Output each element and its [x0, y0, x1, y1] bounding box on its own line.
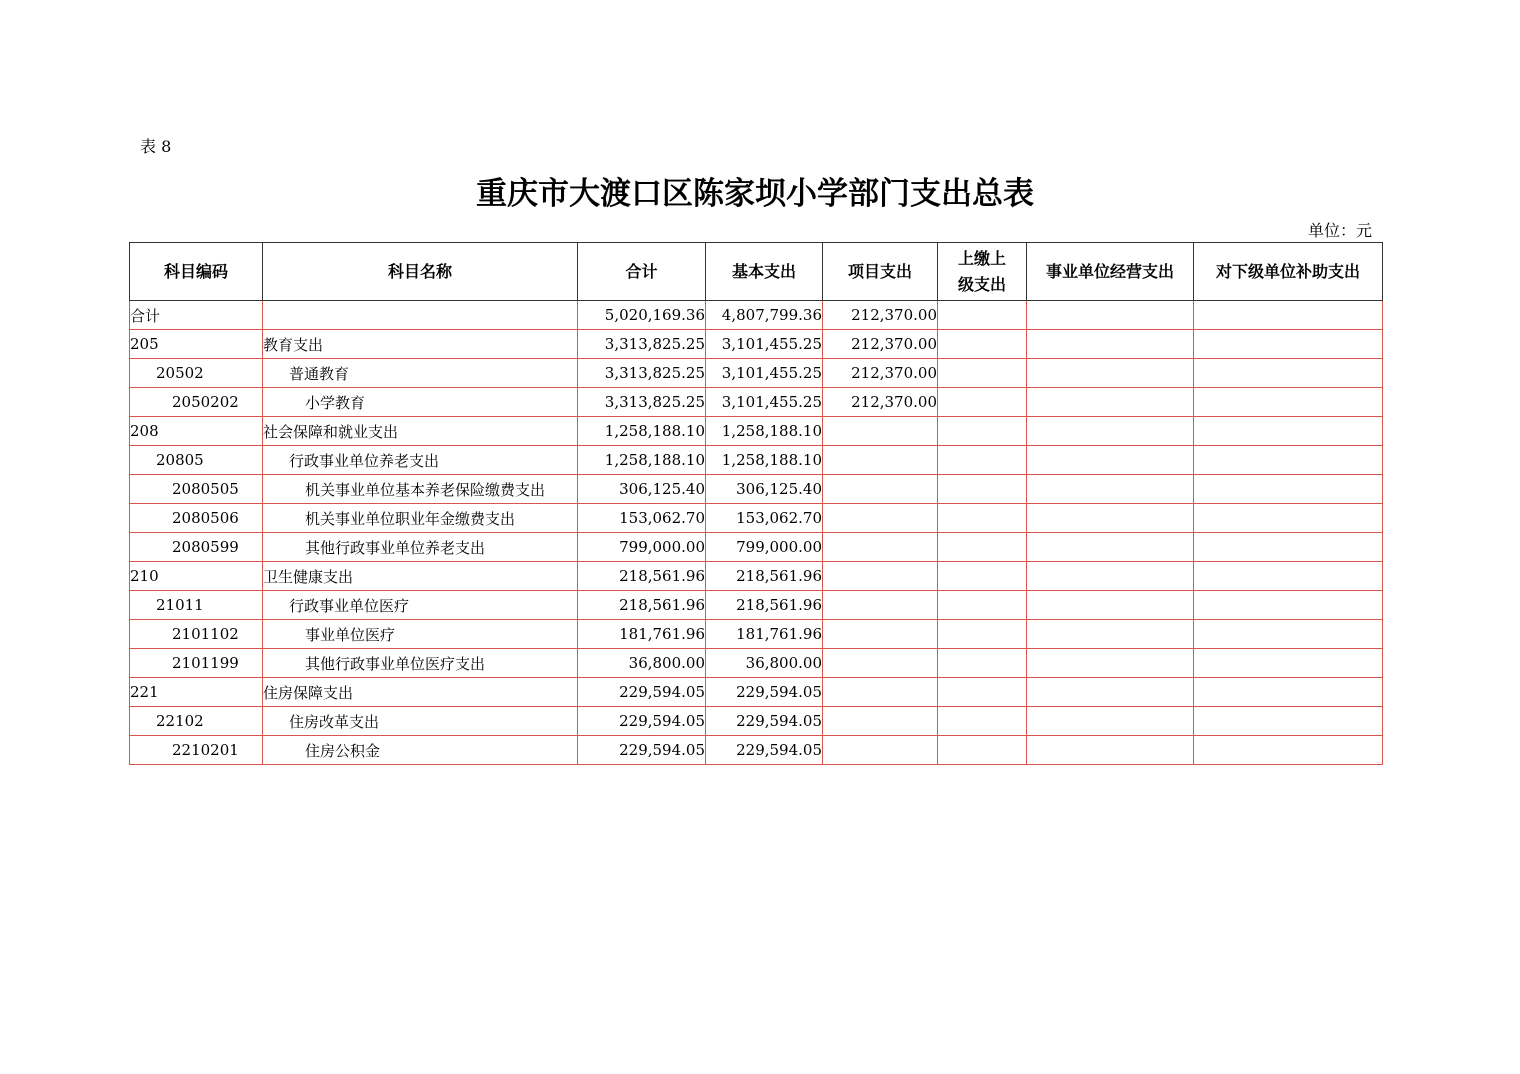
table-row: [130, 678, 1383, 707]
table-row: [130, 359, 1383, 388]
cell-upper: [938, 446, 1027, 475]
table-row: [130, 533, 1383, 562]
cell-total: 1,258,188.10: [578, 417, 706, 446]
cell-total: 153,062.70: [578, 504, 706, 533]
cell-total: 3,313,825.25: [578, 388, 706, 417]
cell-total: 36,800.00: [578, 649, 706, 678]
table-row: [130, 475, 1383, 504]
cell-code: 2080506: [130, 504, 263, 533]
cell-name: 其他行政事业单位养老支出: [263, 533, 578, 562]
cell-business: [1027, 417, 1194, 446]
cell-upper: [938, 649, 1027, 678]
expenditure-table: [129, 242, 1383, 765]
cell-business: [1027, 330, 1194, 359]
table-row: [130, 388, 1383, 417]
cell-project: 212,370.00: [823, 330, 938, 359]
cell-total: 3,313,825.25: [578, 359, 706, 388]
cell-name: [263, 301, 578, 330]
cell-code: 20502: [130, 359, 263, 388]
table-row: [130, 707, 1383, 736]
cell-code: 2050202: [130, 388, 263, 417]
table-row: [130, 330, 1383, 359]
cell-subsidy: [1194, 649, 1383, 678]
table-row: [130, 591, 1383, 620]
cell-code: 221: [130, 678, 263, 707]
header-subsidy: 对下级单位补助支出: [1194, 243, 1383, 301]
cell-upper: [938, 707, 1027, 736]
cell-upper: [938, 417, 1027, 446]
page-title: 重庆市大渡口区陈家坝小学部门支出总表: [476, 176, 1034, 212]
header-basic: 基本支出: [706, 243, 823, 301]
cell-upper: [938, 359, 1027, 388]
cell-total: 799,000.00: [578, 533, 706, 562]
cell-upper: [938, 678, 1027, 707]
cell-subsidy: [1194, 330, 1383, 359]
cell-basic: 1,258,188.10: [706, 446, 823, 475]
cell-business: [1027, 504, 1194, 533]
cell-project: [823, 562, 938, 591]
cell-upper: [938, 620, 1027, 649]
cell-name: 普通教育: [263, 359, 578, 388]
cell-total: 181,761.96: [578, 620, 706, 649]
header-upper: 上缴上级支出: [938, 243, 1027, 301]
cell-code: 2080599: [130, 533, 263, 562]
cell-project: 212,370.00: [823, 301, 938, 330]
cell-code: 208: [130, 417, 263, 446]
cell-business: [1027, 533, 1194, 562]
cell-name: 教育支出: [263, 330, 578, 359]
cell-name: 事业单位医疗: [263, 620, 578, 649]
cell-business: [1027, 446, 1194, 475]
cell-total: 3,313,825.25: [578, 330, 706, 359]
cell-subsidy: [1194, 562, 1383, 591]
cell-upper: [938, 736, 1027, 765]
table-body: [130, 301, 1383, 765]
cell-project: [823, 475, 938, 504]
cell-code: 合计: [130, 301, 263, 330]
cell-project: [823, 446, 938, 475]
cell-code: 2210201: [130, 736, 263, 765]
cell-subsidy: [1194, 504, 1383, 533]
cell-name: 住房保障支出: [263, 678, 578, 707]
cell-business: [1027, 475, 1194, 504]
cell-subsidy: [1194, 301, 1383, 330]
cell-basic: 229,594.05: [706, 678, 823, 707]
cell-project: [823, 620, 938, 649]
cell-subsidy: [1194, 533, 1383, 562]
cell-business: [1027, 562, 1194, 591]
cell-project: [823, 417, 938, 446]
table-row: [130, 504, 1383, 533]
cell-basic: 229,594.05: [706, 707, 823, 736]
cell-total: 306,125.40: [578, 475, 706, 504]
header-row: [130, 243, 1383, 301]
cell-business: [1027, 388, 1194, 417]
cell-basic: 218,561.96: [706, 562, 823, 591]
cell-basic: 218,561.96: [706, 591, 823, 620]
cell-upper: [938, 504, 1027, 533]
cell-project: 212,370.00: [823, 359, 938, 388]
cell-basic: 181,761.96: [706, 620, 823, 649]
cell-total: 218,561.96: [578, 591, 706, 620]
cell-code: 22102: [130, 707, 263, 736]
cell-business: [1027, 359, 1194, 388]
cell-business: [1027, 736, 1194, 765]
cell-name: 卫生健康支出: [263, 562, 578, 591]
cell-upper: [938, 533, 1027, 562]
cell-upper: [938, 330, 1027, 359]
cell-subsidy: [1194, 736, 1383, 765]
cell-subsidy: [1194, 707, 1383, 736]
cell-subsidy: [1194, 446, 1383, 475]
cell-project: [823, 678, 938, 707]
cell-subsidy: [1194, 475, 1383, 504]
table-row: [130, 446, 1383, 475]
cell-subsidy: [1194, 591, 1383, 620]
cell-upper: [938, 301, 1027, 330]
cell-name: 行政事业单位医疗: [263, 591, 578, 620]
unit-label: 单位：元: [1307, 221, 1372, 240]
cell-code: 2101102: [130, 620, 263, 649]
cell-code: 21011: [130, 591, 263, 620]
cell-project: [823, 649, 938, 678]
cell-subsidy: [1194, 678, 1383, 707]
cell-basic: 3,101,455.25: [706, 330, 823, 359]
cell-code: 2080505: [130, 475, 263, 504]
cell-project: [823, 533, 938, 562]
cell-project: 212,370.00: [823, 388, 938, 417]
cell-total: 1,258,188.10: [578, 446, 706, 475]
cell-upper: [938, 475, 1027, 504]
cell-name: 住房公积金: [263, 736, 578, 765]
cell-subsidy: [1194, 388, 1383, 417]
cell-basic: 1,258,188.10: [706, 417, 823, 446]
cell-code: 205: [130, 330, 263, 359]
cell-basic: 4,807,799.36: [706, 301, 823, 330]
cell-code: 20805: [130, 446, 263, 475]
cell-project: [823, 591, 938, 620]
header-business: 事业单位经营支出: [1027, 243, 1194, 301]
cell-business: [1027, 678, 1194, 707]
cell-upper: [938, 562, 1027, 591]
cell-business: [1027, 620, 1194, 649]
cell-business: [1027, 301, 1194, 330]
cell-code: 210: [130, 562, 263, 591]
cell-project: [823, 504, 938, 533]
header-code: 科目编码: [130, 243, 263, 301]
cell-total: 218,561.96: [578, 562, 706, 591]
cell-basic: 799,000.00: [706, 533, 823, 562]
cell-name: 机关事业单位职业年金缴费支出: [263, 504, 578, 533]
cell-code: 2101199: [130, 649, 263, 678]
table-row: [130, 649, 1383, 678]
cell-basic: 3,101,455.25: [706, 388, 823, 417]
cell-basic: 229,594.05: [706, 736, 823, 765]
cell-business: [1027, 649, 1194, 678]
table-row: [130, 301, 1383, 330]
cell-total: 229,594.05: [578, 707, 706, 736]
cell-basic: 36,800.00: [706, 649, 823, 678]
cell-name: 社会保障和就业支出: [263, 417, 578, 446]
header-total: 合计: [578, 243, 706, 301]
cell-name: 机关事业单位基本养老保险缴费支出: [263, 475, 578, 504]
cell-project: [823, 707, 938, 736]
cell-name: 小学教育: [263, 388, 578, 417]
cell-subsidy: [1194, 620, 1383, 649]
cell-business: [1027, 707, 1194, 736]
cell-total: 229,594.05: [578, 678, 706, 707]
cell-total: 5,020,169.36: [578, 301, 706, 330]
cell-basic: 153,062.70: [706, 504, 823, 533]
table-row: [130, 417, 1383, 446]
cell-basic: 3,101,455.25: [706, 359, 823, 388]
cell-name: 住房改革支出: [263, 707, 578, 736]
header-name: 科目名称: [263, 243, 578, 301]
cell-subsidy: [1194, 359, 1383, 388]
cell-total: 229,594.05: [578, 736, 706, 765]
table-row: [130, 736, 1383, 765]
cell-basic: 306,125.40: [706, 475, 823, 504]
cell-name: 其他行政事业单位医疗支出: [263, 649, 578, 678]
cell-business: [1027, 591, 1194, 620]
cell-name: 行政事业单位养老支出: [263, 446, 578, 475]
cell-project: [823, 736, 938, 765]
table-number-label: 表 8: [140, 137, 172, 156]
cell-upper: [938, 388, 1027, 417]
cell-upper: [938, 591, 1027, 620]
table-row: [130, 620, 1383, 649]
header-project: 项目支出: [823, 243, 938, 301]
table-row: [130, 562, 1383, 591]
cell-subsidy: [1194, 417, 1383, 446]
